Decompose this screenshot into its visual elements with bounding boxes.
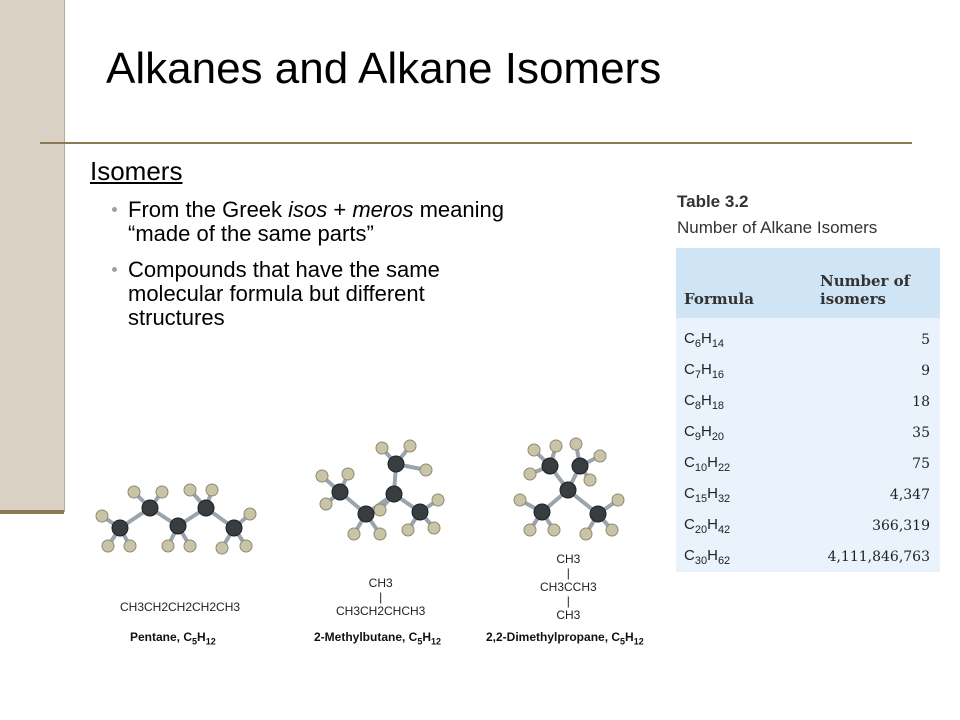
bullet-text-part: From the Greek	[128, 197, 289, 222]
hydrogen-atom	[432, 494, 444, 506]
carbon-atom	[142, 500, 158, 516]
formula-cell: $C_{10}H_{22}$	[684, 453, 731, 474]
molecule-name: 2-Methylbutane, C	[314, 630, 418, 644]
pentane-condensed-formula	[120, 600, 240, 614]
isomer-count-cell: 18	[912, 393, 930, 410]
slide-title: Alkanes and Alkane Isomers	[106, 44, 662, 93]
hydrogen-atom	[594, 450, 606, 462]
molecule-illustrations	[90, 430, 660, 660]
carbon-subscript: 5	[417, 636, 423, 647]
carbon-atom	[412, 504, 428, 520]
carbon-atom	[386, 486, 402, 502]
hydrogen-atom	[570, 438, 582, 450]
table-number: Table 3.2	[677, 192, 749, 211]
formula-cell: $C_{15}H_{32}$	[684, 484, 731, 505]
formula-line: CH3CCH3	[540, 580, 597, 594]
hydrogen-subscript: 12	[633, 636, 644, 647]
bullet-dot-icon	[112, 267, 117, 272]
hydrogen-count: 62	[717, 554, 731, 567]
hydrogen-atom	[244, 508, 256, 520]
sidebar-decoration	[0, 0, 65, 512]
hydrogen-atom	[550, 440, 562, 452]
table-row	[676, 510, 940, 541]
hydrogen-atom	[124, 540, 136, 552]
carbon-count: 6	[694, 337, 701, 350]
table-row	[676, 318, 940, 355]
hydrogen-atom	[162, 540, 174, 552]
carbon-count: 8	[694, 399, 701, 412]
header-number-of-isomers: Number of isomers	[820, 272, 911, 308]
bullet-text-part: meaning “made of the same parts”	[128, 197, 504, 246]
carbon-count: 7	[694, 368, 701, 381]
methylbutane-label	[314, 630, 441, 646]
molecule-name: 2,2-Dimethylpropane, C	[486, 630, 621, 644]
hydrogen-atom	[580, 528, 592, 540]
isomers-subheading: Isomers	[90, 156, 183, 186]
hydrogen-count: 16	[711, 368, 725, 381]
carbon-atom	[560, 482, 576, 498]
hydrogen-atom	[514, 494, 526, 506]
pentane-label	[130, 630, 216, 646]
bullet-text-part: +	[327, 197, 353, 222]
hydrogen-count: 42	[717, 523, 731, 536]
title-divider	[40, 142, 912, 144]
hydrogen-atom	[376, 442, 388, 454]
carbon-atom	[112, 520, 128, 536]
table-title: Number of Alkane Isomers	[677, 218, 878, 237]
molecule-name: Pentane, C	[130, 630, 193, 644]
isomer-count-cell: 5	[921, 331, 930, 348]
isomer-count-cell: 4,111,846,763	[827, 548, 930, 565]
bullet-dot-icon	[112, 207, 117, 212]
hydrogen-subscript: 12	[205, 636, 216, 647]
carbon-count: 10	[694, 461, 708, 474]
formula-cell: $C_7H_{16}$	[684, 360, 725, 381]
carbon-subscript: 5	[192, 636, 198, 647]
hydrogen-symbol: H	[197, 630, 206, 644]
formula-cell: $C_{30}H_{62}$	[684, 546, 731, 567]
carbon-atom	[170, 518, 186, 534]
hydrogen-atom	[102, 540, 114, 552]
table-row	[676, 355, 940, 386]
hydrogen-count: 20	[711, 430, 725, 443]
formula-cell: $C_9H_{20}$	[684, 422, 725, 443]
table-header-row	[676, 248, 940, 318]
hydrogen-atom	[184, 484, 196, 496]
carbon-count: 20	[694, 523, 708, 536]
formula-line: CH3CH2CH2CH2CH3	[120, 600, 241, 614]
carbon-atom	[226, 520, 242, 536]
dimethylpropane-condensed-formula	[540, 552, 597, 622]
carbon-subscript: 5	[620, 636, 626, 647]
table-row	[676, 386, 940, 417]
formula-line: CH3	[368, 576, 393, 590]
hydrogen-atom	[240, 540, 252, 552]
hydrogen-atom	[342, 468, 354, 480]
carbon-count: 30	[694, 554, 708, 567]
hydrogen-atom	[420, 464, 432, 476]
carbon-atom	[358, 506, 374, 522]
hydrogen-symbol: H	[422, 630, 432, 644]
hydrogen-count: 18	[711, 399, 725, 412]
carbon-atom	[534, 504, 550, 520]
hydrogen-count: 14	[711, 337, 725, 350]
hydrogen-atom	[606, 524, 618, 536]
hydrogen-atom	[374, 504, 386, 516]
table-row	[676, 448, 940, 479]
bullet-definition	[90, 258, 520, 330]
hydrogen-count: 32	[717, 492, 731, 505]
formula-cell: $C_8H_{18}$	[684, 391, 725, 412]
table-row	[676, 479, 940, 510]
hydrogen-atom	[612, 494, 624, 506]
hydrogen-atom	[404, 440, 416, 452]
hydrogen-atom	[528, 444, 540, 456]
hydrogen-count: 22	[717, 461, 731, 474]
methylbutane-condensed-formula	[336, 576, 425, 618]
hydrogen-atom	[320, 498, 332, 510]
hydrogen-atom	[402, 524, 414, 536]
carbon-atom	[590, 506, 606, 522]
isomer-count-cell: 35	[912, 424, 930, 441]
bullet-emphasis-isos: isos	[288, 197, 328, 222]
carbon-atom	[572, 458, 588, 474]
hydrogen-subscript: 12	[431, 636, 442, 647]
dimethylpropane-label	[486, 630, 644, 646]
formula-line: |	[566, 566, 570, 580]
sidebar-accent-line	[0, 510, 64, 514]
hydrogen-atom	[184, 540, 196, 552]
isomer-count-cell: 75	[912, 455, 930, 472]
hydrogen-atom	[548, 524, 560, 536]
header-formula: Formula	[684, 290, 754, 308]
table-row	[676, 541, 940, 572]
hydrogen-symbol: H	[625, 630, 634, 644]
bullet-emphasis-meros: meros	[352, 197, 414, 222]
hydrogen-atom	[128, 486, 140, 498]
hydrogen-atom	[156, 486, 168, 498]
hydrogen-atom	[96, 510, 108, 522]
bullet-greek-origin	[90, 198, 520, 246]
hydrogen-atom	[428, 522, 440, 534]
hydrogen-atom	[206, 484, 218, 496]
formula-cell: $C_{20}H_{42}$	[684, 515, 731, 536]
carbon-atom	[332, 484, 348, 500]
hydrogen-atom	[524, 524, 536, 536]
carbon-count: 15	[694, 492, 708, 505]
carbon-count: 9	[694, 430, 701, 443]
hydrogen-atom	[216, 542, 228, 554]
bullet-list	[90, 198, 520, 342]
hydrogen-atom	[584, 474, 596, 486]
formula-cell: $C_6H_{14}$	[684, 329, 725, 350]
hydrogen-atom	[348, 528, 360, 540]
hydrogen-atom	[316, 470, 328, 482]
formula-line: |	[379, 590, 383, 604]
isomer-count-cell: 4,347	[889, 486, 930, 503]
formula-line: CH3CH2CHCH3	[336, 604, 426, 618]
hydrogen-atom	[374, 528, 386, 540]
carbon-atom	[542, 458, 558, 474]
formula-line: CH3	[556, 608, 581, 622]
isomer-count-cell: 366,319	[872, 517, 930, 534]
carbon-atom	[388, 456, 404, 472]
hydrogen-atom	[524, 468, 536, 480]
carbon-atom	[198, 500, 214, 516]
formula-line: CH3	[556, 552, 581, 566]
alkane-isomer-table	[676, 248, 940, 572]
bullet-text: Compounds that have the same molecular formula but different structures	[128, 257, 440, 330]
isomer-count-cell: 9	[921, 362, 930, 379]
formula-line: |	[566, 594, 570, 608]
table-row	[676, 417, 940, 448]
